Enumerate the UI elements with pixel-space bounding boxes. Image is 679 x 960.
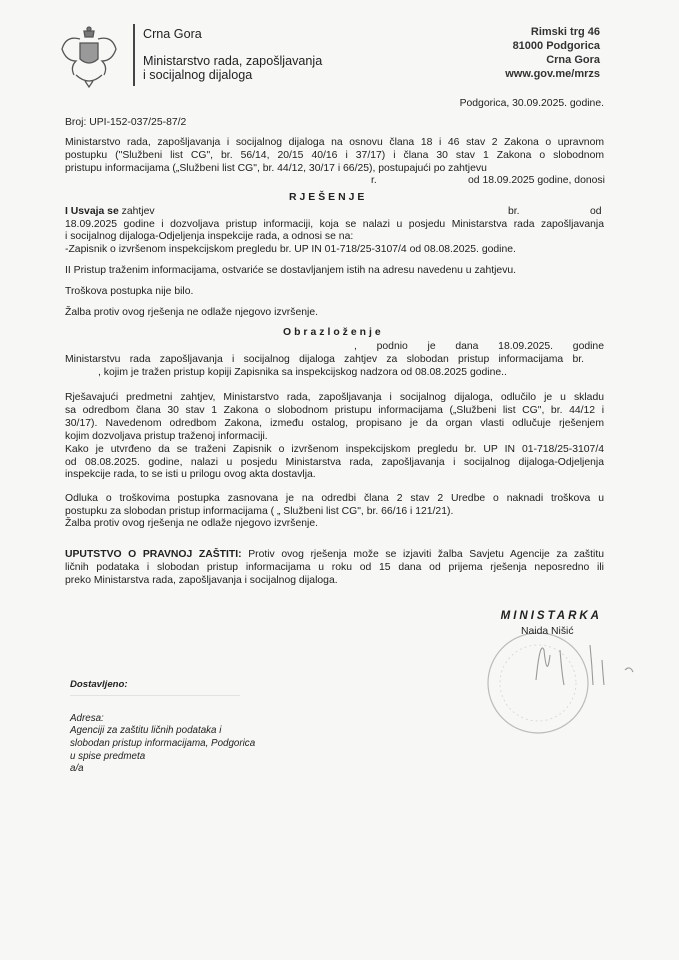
delivered-divider <box>70 695 240 696</box>
intro-line: pristupu informacijama („Službeni list CG", br. 44/12, 30/17 i 66/25), postupajući po zahtjevu <box>65 163 487 174</box>
place-date: Podgorica, 30.09.2025. godine. <box>459 98 604 109</box>
delivered-line: Adresa: <box>70 713 104 724</box>
delivered-line: slobodan pristup informacijama, Podgorica <box>70 738 256 749</box>
reasoning-line: Rješavajući predmetni zahtjev, Ministarstvo rada, zapošljavanja i socijalnog dijaloga, odlučilo je u skladu <box>65 392 604 403</box>
header-ministry-line2: i socijalnog dijaloga <box>143 68 253 82</box>
legal-remedy-label: UPUTSTVO O PRAVNOJ ZAŠTITI: <box>65 549 242 560</box>
decision-item1-od: od <box>590 206 602 217</box>
reasoning-line: Kako je utvrđeno da se traženi Zapisnik o izvršenom inspekcijskom pregledu br. UP IN 01-718/25-3107/4 <box>65 444 604 455</box>
intro-line: od 18.09.2025 godine, donosi <box>468 175 605 186</box>
decision-line: i socijalnog dijaloga-Odjeljenja inspekcije rada, a odnosi se na: <box>65 231 354 242</box>
reasoning-line: kojim dozvoljava pristup traženoj informaciji. <box>65 431 268 442</box>
legal-remedy-text: Protiv ovog rješenja može se izjaviti žalba Savjetu Agencije za zaštitu <box>248 549 604 560</box>
handwritten-signature <box>530 630 640 690</box>
address-website: www.gov.me/mrzs <box>505 68 600 80</box>
delivered-line: u spise predmeta <box>70 751 146 762</box>
reasoning-line: sa odredbom člana 30 stav 1 Zakona o slobodnom pristupu informacijama („Službeni list CG", br. 44/12 i <box>65 405 604 416</box>
decision-line: 18.09.2025 godine i dozvoljava pristup informaciji, koja se nalazi u posjedu Ministarstva rada zapošljavanja <box>65 219 604 230</box>
decision-item1 <box>65 205 155 218</box>
delivered-label: Dostavljeno: <box>70 679 128 690</box>
decision-line: -Zapisnik o izvršenom inspekcijskom pregledu br. UP IN 01-718/25-3107/4 od 08.08.2025. godine. <box>65 244 516 255</box>
address-city: 81000 Podgorica <box>512 40 600 52</box>
legal-remedy-line: ličnih podataka i slobodan pristup informacijama u roku od 15 dana od prijema rješenja neposredno ili <box>65 562 604 573</box>
header-divider <box>133 24 135 86</box>
coat-of-arms-logo <box>60 25 118 89</box>
signature-title: MINISTARKA <box>500 610 602 622</box>
decision-item1-text: zahtjev <box>121 206 155 217</box>
reasoning-line: postupku za slobodan pristup informacijama ( „ Službeni list CG", br. 66/16 i 121/21). <box>65 506 454 517</box>
header-ministry-line1: Ministarstvo rada, zapošljavanja <box>143 54 323 68</box>
address-street: Rimski trg 46 <box>530 26 600 38</box>
reasoning-line: inspekcije rada, to se isti u prilogu ovog akta dostavlja. <box>65 469 316 480</box>
intro-line: Ministarstvo rada, zapošljavanja i socijalnog dijaloga na osnovu člana 18 i 46 stav 2 Zakona o upravnom <box>65 137 604 148</box>
delivered-line: a/a <box>70 763 84 774</box>
intro-line: postupku ("Službeni list CG", br. 56/14, 20/15 40/16 i 37/17) i člana 30 stav 1 Zakona o slobodnom <box>65 150 604 161</box>
decision-appeal: Žalba protiv ovog rješenja ne odlaže njegovo izvršenje. <box>65 307 318 318</box>
intro-fragment: r. <box>371 175 377 186</box>
address-country: Crna Gora <box>546 54 600 66</box>
reference-number: Broj: UPI-152-037/25-87/2 <box>65 117 187 128</box>
reasoning-line: Ministarstvu rada zapošljavanja i socijalnog dijaloga zahtjev za slobodan pristup informacijama br. <box>65 354 584 365</box>
reasoning-line: , podnio je dana 18.09.2025. godine <box>354 341 604 352</box>
reasoning-line: Odluka o troškovima postupka zasnovana je na odredbi člana 2 stav 2 Uredbe o naknadi troškova u <box>65 493 604 504</box>
reasoning-line: 30/17). Navedenom odredbom Zakona, između ostalog, propisano je da organ vlasti odlučuje rješenjem <box>65 418 604 429</box>
delivered-line: Agenciji za zaštitu ličnih podataka i <box>70 725 222 736</box>
reasoning-line: Žalba protiv ovog rješenja ne odlaže njegovo izvršenje. <box>65 518 318 529</box>
legal-remedy-line: preko Ministarstva rada, zapošljavanja i socijalnog dijaloga. <box>65 575 338 586</box>
header-country: Crna Gora <box>143 27 202 41</box>
decision-item1-br: br. <box>508 206 520 217</box>
reasoning-line: od 08.08.2025. godine, nalazi u posjedu Ministarstva rada, zapošljavanja i socijalnog dijaloga-Odjeljenja <box>65 457 604 468</box>
signature-name: Naida Nišić <box>521 626 574 637</box>
reasoning-title: Obrazloženje <box>283 327 384 338</box>
decision-item1-label: I Usvaja se <box>65 206 119 217</box>
decision-item2: II Pristup traženim informacijama, ostvariće se dostavljanjem istih na adresu navedenu u zahtjevu. <box>65 265 517 276</box>
legal-remedy-line <box>65 548 604 561</box>
decision-costs: Troškova postupka nije bilo. <box>65 286 194 297</box>
reasoning-line: , kojim je tražen pristup kopiji Zapisnika sa inspekcijskog nadzora od 08.08.2025 godine.. <box>98 367 507 378</box>
decision-title: RJEŠENJE <box>289 192 368 203</box>
